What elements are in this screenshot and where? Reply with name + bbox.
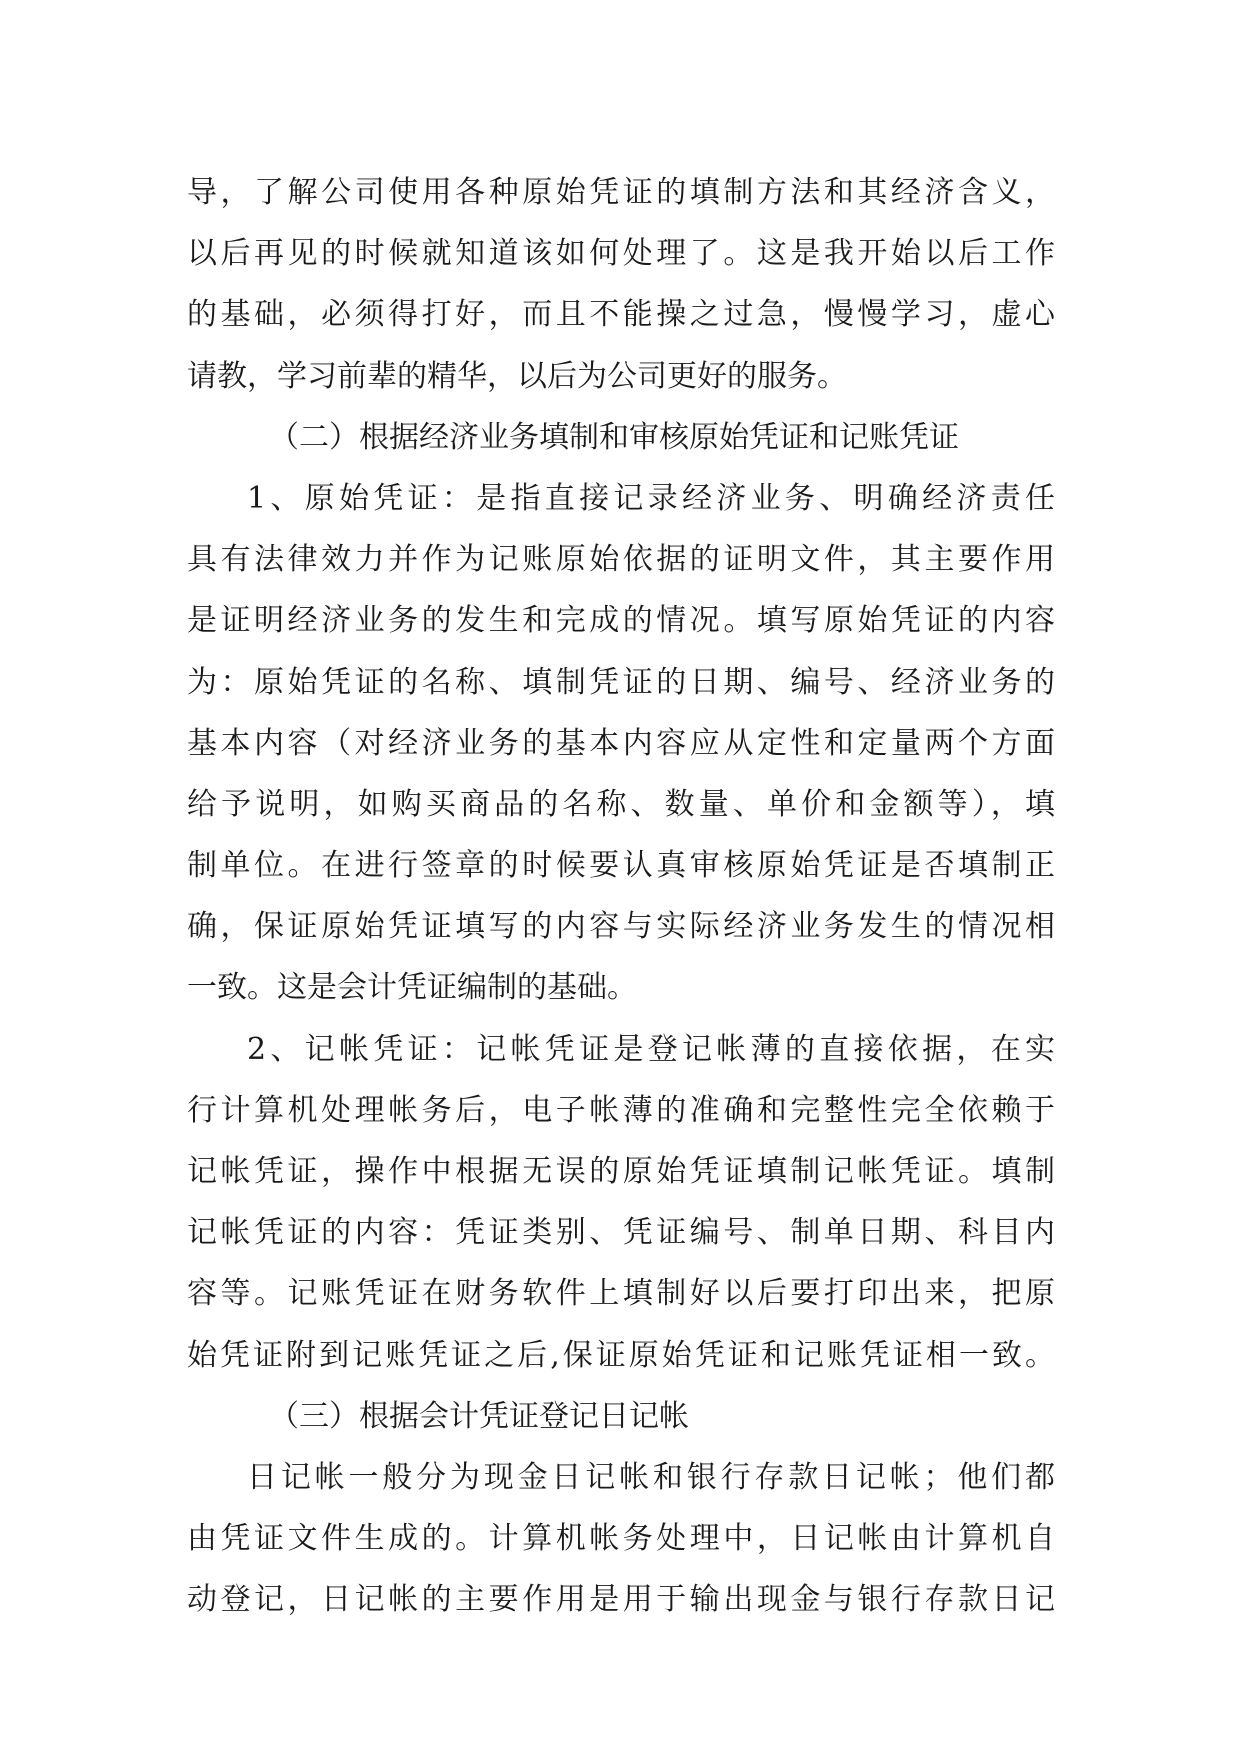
section-heading: （三）根据会计凭证登记日记帐	[269, 1398, 689, 1434]
document-body	[187, 162, 1055, 1631]
text-line: 容等。记账凭证在财务软件上填制好以后要打印出来，把原	[187, 1276, 1055, 1312]
text-line: 给予说明，如购买商品的名称、数量、单价和金额等），填	[187, 786, 1055, 822]
paragraph-first-line: 1、原始凭证：是指直接记录经济业务、明确经济责任	[247, 480, 1055, 516]
text-line: 由凭证文件生成的。计算机帐务处理中，日记帐由计算机自	[187, 1521, 1055, 1557]
text-line: 始凭证附到记账凭证之后,保证原始凭证和记账凭证相一致。	[187, 1337, 1055, 1373]
text-line: 请教，学习前辈的精华，以后为公司更好的服务。	[187, 358, 847, 394]
text-line: 制单位。在进行签章的时候要认真审核原始凭证是否填制正	[187, 848, 1055, 884]
paragraph-first-line: 2、记帐凭证：记帐凭证是登记帐薄的直接依据，在实	[247, 1031, 1055, 1067]
paragraph-first-line: 日记帐一般分为现金日记帐和银行存款日记帐；他们都	[247, 1459, 1055, 1495]
text-line: 记帐凭证的内容：凭证类别、凭证编号、制单日期、科目内	[187, 1215, 1055, 1251]
text-line: 是证明经济业务的发生和完成的情况。填写原始凭证的内容	[187, 603, 1055, 639]
text-line: 以后再见的时候就知道该如何处理了。这是我开始以后工作	[187, 236, 1055, 272]
text-line: 一致。这是会计凭证编制的基础。	[187, 970, 637, 1006]
text-line: 记帐凭证，操作中根据无误的原始凭证填制记帐凭证。填制	[187, 1154, 1055, 1189]
text-line: 为：原始凭证的名称、填制凭证的日期、编号、经济业务的	[187, 664, 1055, 700]
text-line: 基本内容（对经济业务的基本内容应从定性和定量两个方面	[187, 725, 1055, 761]
text-line: 导，了解公司使用各种原始凭证的填制方法和其经济含义，	[187, 175, 1055, 210]
text-line: 的基础，必须得打好，而且不能操之过急，慢慢学习，虚心	[187, 297, 1055, 333]
section-heading: （二）根据经济业务填制和审核原始凭证和记账凭证	[269, 419, 959, 455]
text-line: 动登记，日记帐的主要作用是用于输出现金与银行存款日记	[187, 1582, 1055, 1618]
text-line: 具有法律效力并作为记账原始依据的证明文件，其主要作用	[187, 542, 1055, 578]
text-line: 确，保证原始凭证填写的内容与实际经济业务发生的情况相	[187, 909, 1055, 945]
text-line: 行计算机处理帐务后，电子帐薄的准确和完整性完全依赖于	[187, 1092, 1055, 1128]
